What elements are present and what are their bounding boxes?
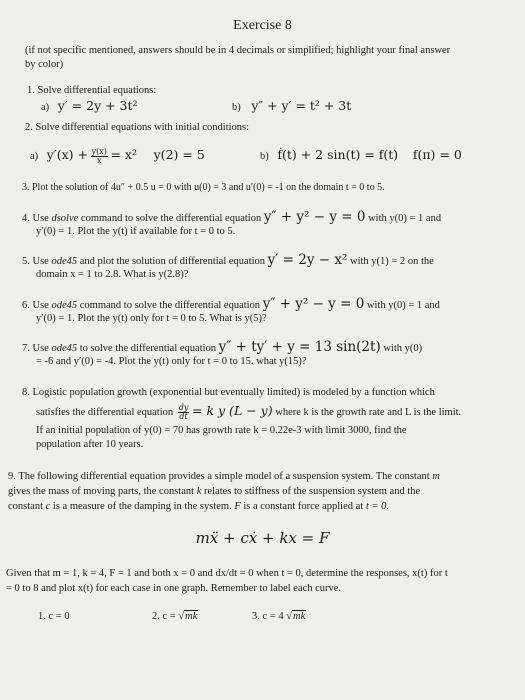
q9-given-line1: Given that m = 1, k = 4, F = 1 and both x = 0 and dx/dt = 0 when t = 0, determine the responses, x(t) for t (6, 568, 448, 579)
q9-line3-mid: is a measure of the damping in the system. (50, 501, 235, 512)
q4-equation: y″ + y² − y = 0 (263, 209, 366, 225)
q7-equation: y″ + ty′ + y = 13 sin(2t) (218, 339, 381, 355)
q4-post: with y(0) = 1 and (365, 213, 442, 224)
q1-a-equation: y′ = 2y + 3t² (57, 98, 138, 113)
q9-c: c (45, 501, 51, 512)
q5-post: with y(1) = 2 on the (347, 256, 434, 267)
q9-equation-line (0, 531, 525, 548)
q2-a-condition: y(2) = 5 (153, 147, 205, 162)
q2-label: 2. Solve differential equations with initial conditions: (25, 122, 250, 133)
q5-line2: domain x = 1 to 2.8. What is y(2.8)? (36, 269, 189, 280)
q8-line2 (36, 404, 461, 421)
q6-pre: 6. Use (22, 300, 52, 311)
q9-line2 (8, 485, 420, 499)
q8-line2-pre: satisfies the differential equation (36, 407, 174, 418)
q8-frac-den: dt (179, 412, 188, 422)
q7-command: ode45 (51, 343, 78, 354)
q6-command: ode45 (51, 300, 78, 311)
q4-pre: 4. Use (22, 213, 52, 224)
q7-post: with y(0) (380, 343, 423, 354)
q8-line2-post: where k is the growth rate and L is the limit. (272, 407, 462, 418)
q9-line3-post: is a constant force applied at (240, 501, 366, 512)
q4-command: dsolve (51, 213, 79, 224)
q5-pre: 5. Use (22, 256, 52, 267)
q7-line1 (22, 340, 422, 356)
q6-mid: command to solve the differential equation (77, 300, 263, 311)
q2-b-equation: ḟ(t) + 2 sin(t) = f(t) (277, 147, 399, 162)
q1-part-b (232, 99, 351, 115)
q9-case3-pre: 3. c = 4 (252, 611, 287, 622)
q9-given-line2: = 0 to 8 and plot x(t) for each case in one graph. Remember to label each curve. (6, 583, 342, 594)
q9-F: F (234, 501, 241, 512)
q7-pre: 7. Use (22, 343, 52, 354)
q6-post: with y(0) = 1 and (364, 300, 440, 311)
q5-mid: and plot the solution of differential equation (77, 256, 268, 267)
q9-case1: 1. c = 0 (38, 611, 70, 622)
q4-line1 (22, 210, 441, 226)
q5-equation: y′ = 2y − x² (267, 252, 348, 268)
instruction-note-line2: by color) (25, 59, 64, 70)
q6-line2: y′(0) = 1. Plot the y(t) only for t = 0 to 5. What is y(5)? (36, 313, 267, 324)
q6-equation: y″ + y² − y = 0 (262, 296, 365, 312)
q2-b-label: b) (260, 151, 269, 162)
sqrt-symbol: √ (178, 611, 185, 622)
q9-case3 (252, 610, 306, 624)
q9-line2-pre: gives the mass of moving parts, the constant (8, 486, 197, 497)
q9-line3-pre: constant (8, 501, 46, 512)
q9-m: m (432, 471, 440, 482)
page-title: Exercise 8 (233, 18, 292, 33)
q2-a-eq-post: = x² (110, 147, 137, 162)
q3-text: 3. Plot the solution of 4u″ + 0.5 u = 0 with u(0) = 3 and u′(0) = -1 on the domain t = 0 to 5. (22, 182, 385, 193)
q2-part-a (30, 148, 205, 165)
q5-command: ode45 (51, 256, 78, 267)
q4-mid: command to solve the differential equation (78, 213, 264, 224)
q2-a-fraction (91, 148, 108, 165)
q8-line4: population after 10 years. (36, 439, 144, 450)
q2-a-label: a) (30, 151, 39, 162)
q8-equation: = k y (L − y) (192, 403, 273, 418)
q9-line3 (8, 500, 389, 514)
q9-case2-pre: 2. c = (152, 611, 179, 622)
q7-mid: to solve the differential equation (77, 343, 219, 354)
q8-line3: If an initial population of y(0) = 70 has growth rate k = 0.22e-3 with limit 3000, find the (36, 425, 407, 436)
q6-line1 (22, 297, 440, 313)
q9-case2 (152, 610, 198, 624)
q2-part-b (260, 148, 462, 164)
q4-line2: y′(0) = 1. Plot the y(t) if available for t = 0 to 5. (36, 226, 236, 237)
q9-line1-pre: 9. The following differential equation provides a simple model of a suspension system. The constant (8, 471, 433, 482)
q9-equation: mẍ + cẋ + kx = F (195, 529, 330, 547)
q1-a-label: a) (41, 102, 50, 113)
q2-a-frac-den: x (96, 156, 102, 166)
q9-line2-post: relates to stiffness of the suspension system and the (201, 486, 421, 497)
q2-a-frac-num: y(x) (91, 147, 107, 157)
q5-line1 (22, 253, 434, 269)
q9-t0: t = 0. (365, 501, 389, 512)
q2-a-eq-pre: y′(x) + (46, 147, 88, 162)
q9-k: k (196, 486, 202, 497)
q8-frac-num: dy (178, 403, 189, 413)
q1-b-label: b) (232, 102, 241, 113)
q7-line2: = -6 and y′(0) = -4. Plot the y(t) only for t = 0 to 15. what y(15)? (36, 356, 307, 367)
q1-label: 1. Solve differential equations: (27, 85, 157, 96)
q1-b-equation: y″ + y′ = t² + 3t (251, 98, 352, 113)
q9-line1 (8, 470, 440, 484)
q9-case3-radicand: mk (292, 611, 306, 622)
q8-line1: 8. Logistic population growth (exponential but eventually limited) is modeled by a function which (22, 387, 435, 398)
q8-fraction (178, 404, 190, 421)
sqrt-symbol: √ (286, 611, 292, 622)
q2-b-condition: f(π) = 0 (412, 147, 462, 162)
q1-part-a (41, 99, 138, 115)
q9-case2-radicand: mk (185, 611, 198, 622)
instruction-note-line1: (if not specific mentioned, answers should be in 4 decimals or simplified; highlight your final answer (25, 45, 451, 56)
